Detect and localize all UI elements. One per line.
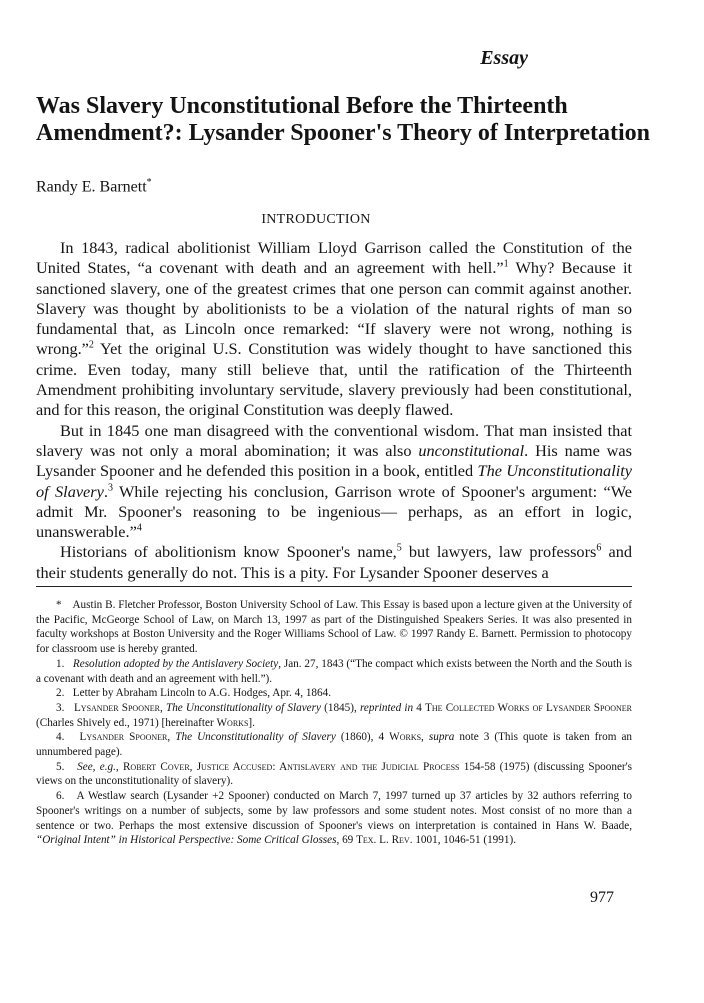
footnote-smallcaps: Robert Cover, Justice Accused: Antislavery and the Judicial Process bbox=[122, 760, 460, 773]
footnote-text: Austin B. Fletcher Professor, Boston University School of Law. This Essay is based upon a lecture given at the University of the Pacific, McGeorge School of Law, on March 13, 1997 as part of the Distinguished Speakers Series. It was also presented in faculty workshops at Boston University and the Roger Williams School of Law. © 1997 Randy E. Barnett. Permission to photocopy for classroom use is hereby granted. bbox=[36, 599, 632, 656]
footnote-ref: 2 bbox=[88, 340, 94, 352]
footnote-text: ]. bbox=[248, 716, 255, 729]
footnote-number: 5. bbox=[56, 760, 65, 773]
book-title: The Unconstitutionality of Slavery bbox=[36, 461, 632, 501]
footnote-1 bbox=[36, 657, 632, 686]
footnote-ref: 5 bbox=[396, 543, 402, 555]
footnote-text: , 69 bbox=[336, 834, 357, 847]
footnote-italic: See, e.g. bbox=[77, 760, 116, 773]
footnote-smallcaps: Lysander Spooner bbox=[73, 701, 160, 714]
footnote-text: 1001, 1046-51 (1991). bbox=[412, 834, 516, 847]
paragraph-1 bbox=[36, 238, 632, 421]
text-run: But in 1845 one man disagreed with the conventional wisdom. That man insisted that slavery was not only a moral abomination; it was also bbox=[36, 420, 632, 460]
footnote-text: (1860), 4 bbox=[335, 731, 390, 744]
author-footnote-mark: * bbox=[146, 177, 152, 188]
footnote-italic: The Unconstitutionality of Slavery bbox=[165, 701, 321, 714]
text-run: and their students generally do not. This is a pity. For Lysander Spooner deserves a bbox=[36, 542, 633, 582]
paragraph-2 bbox=[36, 421, 632, 543]
footnote-italic: reprinted in bbox=[359, 701, 414, 714]
footnote-text: Letter by Abraham Lincoln to A.G. Hodges, Apr. 4, 1864. bbox=[72, 687, 331, 700]
footnote-italic: “Original Intent” in Historical Perspective: Some Critical Glosses bbox=[36, 834, 337, 847]
text-run: Why? Because it sanctioned slavery, one of the greatest crimes that one person can commit against another. Slavery was thought by abolitionists to be a violation of the natural rights of man so fundamental that, as Lincoln once remarked: “If slavery were not wrong, nothing is wrong.” bbox=[36, 258, 632, 359]
text-run: but lawyers, law professors bbox=[401, 542, 597, 562]
footnote-number: 1. bbox=[56, 657, 65, 670]
text-run: While rejecting his conclusion, Garrison wrote of Spooner's argument: “We admit Mr. Spooner's reasoning to be ingenious— perhaps, as an effort in logic, unanswerable.” bbox=[36, 481, 632, 542]
footnote-ref: 1 bbox=[503, 258, 509, 270]
footnote-text: , bbox=[167, 731, 176, 744]
footnote-4 bbox=[36, 730, 632, 759]
footnote-5 bbox=[36, 760, 632, 789]
footnote-text: (1845), bbox=[320, 701, 360, 714]
author-name: Randy E. Barnett bbox=[36, 178, 147, 196]
footnote-italic: The Unconstitutionality of Slavery bbox=[175, 731, 336, 744]
footnote-text: A Westlaw search (Lysander +2 Spooner) conducted on March 7, 1997 turned up 37 articles by 32 authors referring to Spooner's writings on a number of subjects, some by law professors and some student notes. Most consist of no more than a sentence or two. Perhaps the most extensive discussion of Spooner's views on interpretation is contained in Hans W. Baade, bbox=[36, 790, 632, 832]
footnote-divider bbox=[36, 586, 632, 587]
footnote-italic: supra bbox=[428, 731, 455, 744]
footnote-number: * bbox=[56, 599, 62, 611]
footnote-text: note 3 (This quote is taken from an unnumbered page). bbox=[36, 731, 633, 759]
footnote-text: , bbox=[421, 731, 429, 744]
section-label: Essay bbox=[480, 47, 528, 69]
footnote-ref: 6 bbox=[596, 543, 602, 555]
body-text bbox=[36, 238, 632, 583]
footnote-smallcaps: Works bbox=[389, 731, 422, 744]
text-run: Historians of abolitionism know Spooner's name, bbox=[60, 542, 397, 562]
footnote-number: 6. bbox=[56, 790, 65, 803]
text-run: In 1843, radical abolitionist William Lloyd Garrison called the Constitution of the United States, “a covenant with death and an agreement with hell.” bbox=[36, 238, 632, 278]
footnote-smallcaps: The Collected Works of Lysander Spooner bbox=[425, 701, 633, 714]
footnote-smallcaps: Lysander Spooner bbox=[79, 731, 168, 744]
footnote-2 bbox=[36, 686, 632, 701]
footnote-text: (Charles Shively ed., 1971) [hereinafter bbox=[36, 716, 217, 729]
footnotes bbox=[36, 598, 632, 848]
footnote-3 bbox=[36, 701, 632, 730]
text-run: . His name was Lysander Spooner and he defended this position in a book, entitled bbox=[36, 440, 632, 481]
footnote-text: , bbox=[115, 760, 123, 773]
emphasis: unconstitutional bbox=[418, 440, 525, 460]
section-heading: INTRODUCTION bbox=[261, 212, 371, 227]
footnote-star bbox=[36, 598, 632, 657]
footnote-text: 4 bbox=[413, 701, 426, 714]
text-run: Yet the original U.S. Constitution was widely thought to have sanctioned this crime. Even today, many still believe that, until the ratification of the Thirteenth Amendment prohibiting involuntary servitude, slavery previously had been constitutional, and for this reason, the original Constitution was deeply flawed. bbox=[36, 339, 632, 420]
footnote-smallcaps: Tex. L. Rev. bbox=[356, 834, 413, 847]
footnote-text: , bbox=[159, 701, 166, 714]
footnote-text: , Jan. 27, 1843 (“The compact which exists between the North and the South is a covenant with death and an agreement with hell.”). bbox=[36, 657, 632, 685]
footnote-6 bbox=[36, 789, 632, 848]
footnote-text: 154-58 (1975) (discussing Spooner's views on the unconstitutionality of slavery). bbox=[36, 760, 633, 788]
footnote-number: 3. bbox=[56, 701, 65, 714]
footnote-italic: Resolution adopted by the Antislavery Society bbox=[72, 657, 279, 670]
footnote-number: 2. bbox=[56, 687, 65, 700]
article-title: Was Slavery Unconstitutional Before the Thirteenth Amendment?: Lysander Spooner's Theory of Interpretation bbox=[36, 93, 651, 146]
author-byline bbox=[36, 177, 152, 196]
footnote-smallcaps: Works bbox=[216, 716, 249, 729]
text-run: . bbox=[103, 481, 108, 501]
page-number: 977 bbox=[590, 889, 614, 906]
paragraph-3 bbox=[36, 542, 632, 583]
footnote-number: 4. bbox=[56, 731, 65, 744]
footnote-ref: 3 bbox=[107, 482, 113, 494]
footnote-ref: 4 bbox=[136, 522, 142, 534]
